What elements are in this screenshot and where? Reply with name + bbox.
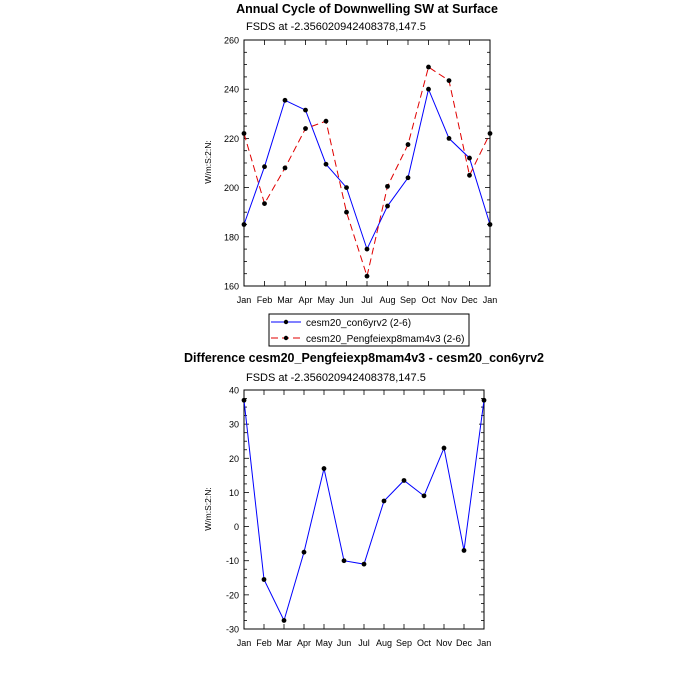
chart1-ytick-label: 240 (223, 84, 239, 95)
chart2-subtitle: FSDS at -2.356020942408378,147.5 (246, 372, 426, 384)
chart1-xtick-label: Dec (461, 295, 478, 305)
chart2-xtick-label: Aug (375, 638, 393, 648)
chart2-xtick-label: Jan (476, 638, 492, 648)
chart2-xtick-label: Oct (416, 638, 432, 648)
chart2-ytick-label: -30 (225, 624, 239, 635)
chart2-ytick-label: 10 (228, 487, 239, 498)
chart1-series-2-point (324, 119, 329, 124)
chart1-series-2-point (344, 210, 349, 215)
chart2-xtick-label: Jun (336, 638, 352, 648)
chart1-ytick-label: 200 (223, 183, 239, 194)
chart1-plot (224, 36, 497, 306)
chart2-series-1-point (482, 398, 487, 403)
chart2-xtick-label: Jan (236, 638, 252, 648)
chart1-ytick-label: 180 (223, 232, 239, 243)
chart2-series-1-point (402, 478, 407, 483)
chart2-ytick-label: 30 (228, 419, 239, 430)
chart1-title: Annual Cycle of Downwelling SW at Surface (236, 2, 498, 16)
chart1-series-2-point (283, 166, 288, 171)
chart2-xtick-label: Apr (296, 638, 312, 648)
chart2-ytick-label: 0 (233, 522, 239, 533)
chart1-series-2-point (385, 184, 390, 189)
chart1-xtick-label: Aug (379, 295, 396, 305)
chart1-series-1-point (447, 136, 452, 141)
chart2-xtick-label: Nov (435, 638, 453, 648)
legend-label-series2: cesm20_Pengfeiexp8mam4v3 (2-6) (306, 334, 465, 345)
chart1-ylabel: W/m:S:2:N: (203, 140, 213, 184)
chart1-series-1-point (262, 164, 267, 169)
chart2-ytick-label: 20 (228, 453, 239, 464)
chart2-ytick-label: 40 (228, 385, 239, 396)
chart1-series-line-1 (244, 89, 490, 249)
chart1-series-1-point (488, 222, 493, 227)
chart2-xtick-label: Jul (358, 638, 370, 648)
chart2-title: Difference cesm20_Pengfeiexp8mam4v3 - cesm20_con6yrv2 (184, 351, 544, 365)
chart2-series-1-point (362, 562, 367, 567)
chart2-series-1-point (382, 499, 387, 504)
chart1-series-2-point (426, 65, 431, 70)
chart2-ylabel: W/m:S:2:N: (203, 487, 213, 531)
chart2-xtick-label: Dec (455, 638, 473, 648)
legend-label-series1: cesm20_con6yrv2 (2-6) (306, 318, 412, 329)
chart1-series-1-point (242, 222, 247, 227)
legend-marker-series2 (284, 336, 288, 340)
chart1-xtick-label: Apr (298, 295, 313, 305)
chart1-series-1-point (426, 87, 431, 92)
chart1-series-1-point (385, 204, 390, 209)
legend-marker-series1 (284, 320, 288, 324)
chart1-series-2-point (242, 131, 247, 136)
chart2-series-1-point (282, 618, 287, 623)
chart1-series-1-point (467, 156, 472, 161)
chart1-series-1-point (406, 175, 411, 180)
chart1-series-2-point (262, 201, 267, 206)
chart1-series-1-point (344, 185, 349, 190)
chart2-xtick-label: May (315, 638, 333, 648)
chart2-series-1-point (322, 466, 327, 471)
chart1-series-2-point (303, 126, 308, 131)
chart1-xtick-label: May (317, 295, 335, 305)
chart2-series-1-point (462, 548, 467, 553)
chart1-series-2-point (365, 274, 370, 279)
chart1-legend (269, 314, 469, 346)
chart2-xtick-label: Mar (276, 638, 292, 648)
chart1-series-1-point (303, 108, 308, 113)
chart2-plot-frame (244, 390, 484, 629)
chart2-series-1-point (242, 398, 247, 403)
chart1-xtick-label: Oct (421, 295, 436, 305)
chart1-xtick-label: Jun (339, 295, 354, 305)
chart1-ytick-label: 160 (223, 281, 239, 292)
chart2-series-line-1 (244, 400, 484, 620)
chart2-ytick-label: -10 (225, 556, 239, 567)
chart1-series-2-point (488, 131, 493, 136)
chart1-ytick-label: 220 (223, 133, 239, 144)
chart1-subtitle: FSDS at -2.356020942408378,147.5 (246, 21, 426, 33)
chart2-series-1-point (442, 446, 447, 451)
chart2-series-1-point (262, 577, 267, 582)
chart1-xtick-label: Sep (399, 295, 417, 305)
chart1-xtick-label: Jan (482, 295, 498, 305)
chart1-series-1-point (324, 162, 329, 167)
chart1-series-1-point (365, 247, 370, 252)
chart1-xtick-label: Mar (277, 295, 293, 305)
chart1-ytick-label: 260 (223, 35, 239, 46)
chart2-series-1-point (422, 493, 427, 498)
chart1-series-2-point (467, 173, 472, 178)
chart2-xtick-label: Sep (395, 638, 413, 648)
chart1-series-line-2 (244, 67, 490, 276)
chart1-series-1-point (283, 98, 288, 103)
chart2-ytick-label: -20 (225, 590, 239, 601)
chart2-series-1-point (302, 550, 307, 555)
chart1-xtick-label: Jan (236, 295, 252, 305)
chart2-series-1-point (342, 558, 347, 563)
chart2-plot (226, 386, 491, 649)
chart1-xtick-label: Jul (361, 295, 373, 305)
chart2-xtick-label: Feb (256, 638, 272, 648)
chart1-xtick-label: Nov (440, 295, 458, 305)
chart1-series-2-point (406, 142, 411, 147)
chart1-xtick-label: Feb (256, 295, 273, 305)
chart1-series-2-point (447, 78, 452, 83)
